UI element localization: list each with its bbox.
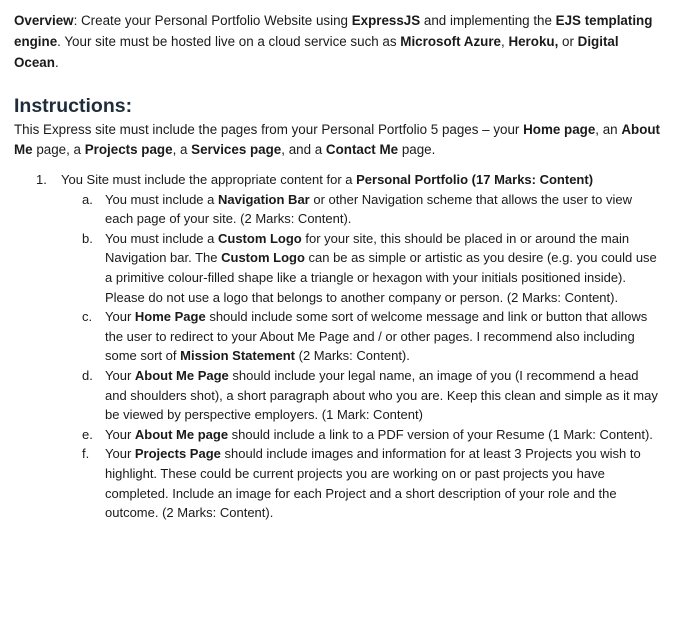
item-text: can be as simple or artistic as you desire (e.g. you could use a primitive colour-filled shape like a triangle or hexagon with your initials positioned inside). Please do not use a logo that belongs to another company or person. (2 Marks: Content). [105,250,657,305]
requirements-list [14,170,662,523]
instructions-heading: Instructions: [14,95,133,117]
list-item [60,444,662,522]
intro-text: , an [595,122,622,137]
item-bold: Navigation Bar [217,191,310,207]
item-bold: Mission Statement [180,348,295,364]
overview-text: and implementing the [420,13,556,28]
item-text: You Site must include the appropriate content for a [61,172,357,187]
item-text: should include images and information for at least 3 Projects you wish to highlight. These could be current projects you are working on or past projects you have completed. Include an image for each Project and a short description of your role and the outcome. (2 Marks: Content). [105,446,641,521]
list-item [14,170,662,523]
list-number: 1. [36,172,47,187]
item-bold: Custom Logo [217,230,302,246]
document-page [14,10,662,523]
overview-bold: Heroku, [508,34,559,49]
list-letter: d. [82,367,93,383]
list-letter: c. [82,309,93,325]
item-text: should include a link to a PDF version of your Resume (1 Mark: Content). [228,426,653,442]
item-text: Your [105,446,135,462]
intro-text: page. [398,142,436,157]
item-text: or other Navigation scheme that allows the user to view each page of your site. (2 Marks: Content). [105,191,633,227]
item-text: for your site, this should be placed in or around the main Navigation bar. The [105,230,630,266]
list-letter: b. [82,230,93,246]
intro-text: This Express site must include the pages from your Personal Portfolio 5 pages – your [14,122,524,137]
item-text: You must include a [105,230,218,246]
item-text: Your [105,367,135,383]
list-letter: e. [82,426,93,442]
item-text: should include your legal name, an image of you (I recommend a head and shoulders shot), a short paragraph about who you are. Keep this clean and simple as it may be viewed by perspective employers. (1 Mark: Content) [105,367,658,423]
item-bold: About Me page [134,426,229,442]
list-item [60,229,662,307]
list-letter: f. [82,446,90,462]
item-bold: Personal Portfolio (17 Marks: Content) [356,172,594,187]
list-item [60,307,662,366]
intro-bold: Contact Me [325,142,399,157]
item-text: Your [105,309,135,325]
item-text: Your [105,426,135,442]
item-bold: Home Page [134,309,206,325]
item-bold: Custom Logo [221,250,305,266]
instructions-paragraph [14,120,662,160]
overview-paragraph [14,10,662,73]
intro-bold: Home page [523,122,596,137]
overview-bold: Digital Ocean [14,34,619,70]
overview-text: or [558,34,578,49]
intro-text: , a [172,142,192,157]
list-item [60,366,662,425]
overview-text: : Create your Personal Portfolio Website using [73,13,352,28]
item-bold: Projects Page [134,446,221,462]
sub-list [61,190,662,523]
overview-text: . Your site must be hosted live on a cloud service such as [57,34,401,49]
item-text: (2 Marks: Content). [295,348,410,364]
item-text: You must include a [105,191,218,207]
overview-bold: ExpressJS [351,13,421,28]
item-bold: About Me Page [134,367,229,383]
overview-text: . [54,55,59,70]
overview-bold: Microsoft Azure [400,34,501,49]
intro-text: page, a [32,142,85,157]
overview-bold: EJS templating engine [14,13,653,49]
intro-bold: About Me [14,122,661,157]
intro-text: , and a [281,142,326,157]
item-text: should include some sort of welcome message and link or button that allows the user to redirect to your About Me Page and / or other pages. I recommend also including some sort of [105,309,648,364]
list-letter: a. [82,191,93,207]
overview-text: , [500,34,509,49]
list-item [60,190,662,229]
intro-bold: Projects page [84,142,173,157]
intro-bold: Services page [191,142,282,157]
list-item [60,425,662,445]
overview-label: Overview [14,13,74,28]
